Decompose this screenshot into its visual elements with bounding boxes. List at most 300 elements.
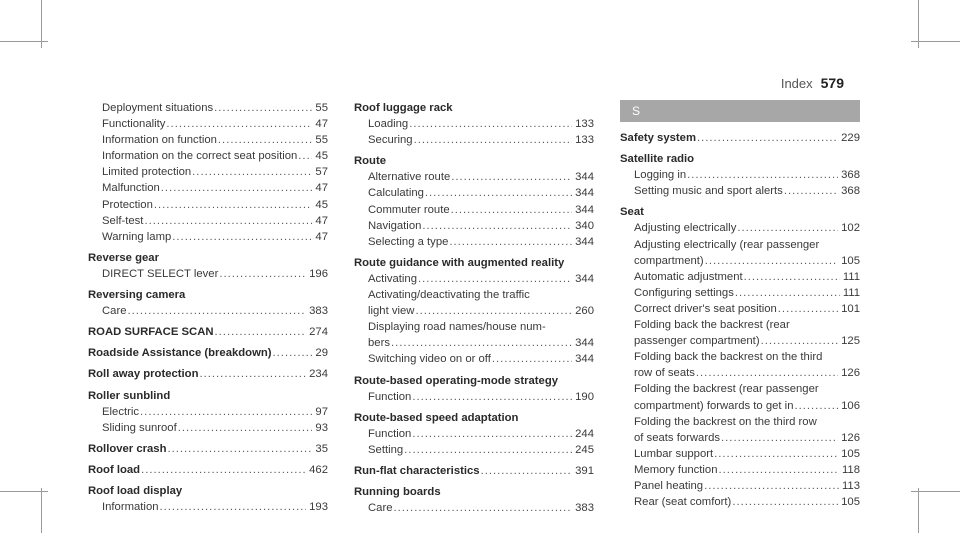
dot-leader <box>697 130 838 146</box>
entry-text: row of seats <box>634 367 695 380</box>
dot-leader <box>451 202 573 218</box>
entry-page-number: 245 <box>575 443 594 456</box>
entry-page-number: 111 <box>842 270 860 283</box>
entry-page-number: 125 <box>841 335 860 348</box>
entry-text: Reverse gear <box>88 251 159 264</box>
dot-leader <box>721 430 838 446</box>
index-subentry <box>354 389 594 405</box>
entry-page-number: 102 <box>841 222 860 235</box>
dot-leader <box>199 366 306 382</box>
entry-page-number: 190 <box>575 390 594 403</box>
dot-leader <box>192 164 312 180</box>
dot-leader <box>391 335 572 351</box>
dot-leader <box>409 116 572 132</box>
entry-row <box>88 100 328 116</box>
entry-text: Deployment situations <box>102 102 214 114</box>
entry-page-number: 196 <box>309 267 328 280</box>
entry-text: Functionality <box>102 118 166 131</box>
index-subentry <box>354 218 594 234</box>
entry-text: Roller sunblind <box>88 389 171 402</box>
entry-row <box>354 484 594 500</box>
entry-page-number: 97 <box>315 405 328 418</box>
dot-leader <box>172 229 312 245</box>
entry-row <box>354 255 594 271</box>
entry-text: of seats forwards <box>634 431 721 444</box>
dot-leader <box>404 442 572 458</box>
entry-page-number: 105 <box>841 496 860 509</box>
index-subentry <box>88 148 328 164</box>
index-subentry <box>620 478 860 494</box>
index-heading <box>88 462 328 478</box>
entry-page-number: 344 <box>575 353 594 366</box>
page-number: 579 <box>820 75 844 91</box>
dot-leader <box>696 365 838 381</box>
entry-text: light view <box>368 305 415 318</box>
dot-leader <box>154 197 313 213</box>
dot-leader <box>704 478 839 494</box>
entry-row <box>620 269 860 285</box>
entry-row <box>620 333 860 349</box>
dot-leader <box>744 269 840 285</box>
entry-page-number: 234 <box>309 368 328 381</box>
entry-page-number: 344 <box>575 272 594 285</box>
entry-row <box>354 202 594 218</box>
entry-text: ROAD SURFACE SCAN <box>88 326 214 339</box>
index-subentry <box>354 426 594 442</box>
entry-text: Navigation <box>368 219 422 232</box>
entry-row <box>620 204 860 220</box>
entry-row <box>620 365 860 381</box>
dot-leader <box>735 285 840 301</box>
entry-text-line: Adjusting electrically (rear passenger <box>634 238 820 251</box>
index-subentry <box>88 197 328 213</box>
index-subentry <box>354 319 594 351</box>
crop-mark <box>0 41 48 42</box>
entry-row <box>88 324 328 340</box>
dot-leader <box>425 185 572 201</box>
entry-text: Care <box>102 305 127 318</box>
entry-text: Safety system <box>620 132 696 144</box>
entry-text: Route-based operating-mode strategy <box>354 374 559 387</box>
entry-text: Sliding sunroof <box>102 421 177 434</box>
index-subentry <box>88 100 328 116</box>
index-subentry <box>354 116 594 132</box>
dot-leader <box>761 333 839 349</box>
index-subentry <box>354 271 594 287</box>
entry-row <box>354 271 594 287</box>
entry-page-number: 391 <box>575 464 594 477</box>
entry-text: Loading <box>368 118 409 131</box>
index-heading <box>354 463 594 479</box>
index-subentry <box>620 269 860 285</box>
index-heading <box>88 366 328 382</box>
index-subentry <box>620 317 860 349</box>
entry-text: Selecting a type <box>368 235 449 248</box>
index-subentry <box>88 229 328 245</box>
entry-row <box>620 130 860 146</box>
entry-text: Setting music and sport alerts <box>634 185 783 198</box>
section-letter-bar: S <box>620 100 860 122</box>
entry-text: Run-flat characteristics <box>354 464 480 477</box>
entry-row <box>354 410 594 426</box>
entry-row <box>354 426 594 442</box>
entry-page-number: 383 <box>575 502 594 515</box>
entry-text: Rollover crash <box>88 442 167 455</box>
index-subentry <box>354 351 594 367</box>
index-subentry <box>620 462 860 478</box>
entry-text: DIRECT SELECT lever <box>102 267 219 280</box>
entry-page-number: 260 <box>575 305 594 318</box>
entry-row <box>620 430 860 446</box>
dot-leader <box>166 116 312 132</box>
entry-row <box>620 167 860 183</box>
entry-row <box>620 285 860 301</box>
dot-leader <box>412 389 572 405</box>
dot-leader <box>449 234 572 250</box>
entry-text: Calculating <box>368 187 424 200</box>
entry-text: passenger compartment) <box>634 335 760 348</box>
index-subentry <box>88 499 328 515</box>
index-column-3 <box>620 100 860 510</box>
entry-text: Roll away protection <box>88 368 199 381</box>
dot-leader <box>687 167 838 183</box>
entry-text-line: Folding the backrest (rear passenger <box>634 383 819 396</box>
entry-page-number: 111 <box>842 286 860 299</box>
entry-row <box>620 301 860 317</box>
index-subentry <box>354 287 594 319</box>
entry-row <box>88 287 328 303</box>
entry-page-number: 344 <box>575 203 594 216</box>
entry-page-number: 57 <box>315 166 328 179</box>
entry-text: Correct driver's seat position <box>634 302 777 315</box>
dot-leader <box>128 303 307 319</box>
entry-text: Running boards <box>354 486 441 499</box>
entry-row <box>354 303 594 319</box>
crop-mark <box>918 488 919 533</box>
index-heading <box>620 151 860 167</box>
entry-row <box>354 351 594 367</box>
entry-text: Function <box>368 427 412 440</box>
entry-row <box>88 250 328 266</box>
index-subentry <box>88 420 328 436</box>
entry-row <box>88 266 328 282</box>
entry-row <box>88 499 328 515</box>
entry-page-number: 229 <box>841 132 860 144</box>
index-heading <box>620 204 860 220</box>
index-subentry <box>88 116 328 132</box>
entry-text: Switching video on or off <box>368 353 491 366</box>
index-heading <box>88 388 328 404</box>
entry-row <box>354 132 594 148</box>
entry-page-number: 344 <box>575 337 594 350</box>
entry-text: Configuring settings <box>634 286 734 299</box>
entry-page-number: 35 <box>315 442 328 455</box>
dot-leader <box>714 446 838 462</box>
dot-leader <box>214 100 312 116</box>
entry-text: Limited protection <box>102 166 192 179</box>
entry-row <box>88 303 328 319</box>
entry-page-number: 93 <box>315 421 328 434</box>
dot-leader <box>167 441 312 457</box>
dot-leader <box>492 351 572 367</box>
entry-row <box>88 116 328 132</box>
index-subentry <box>88 303 328 319</box>
index-heading <box>354 484 594 500</box>
entry-text: Activating <box>368 272 417 285</box>
entry-page-number: 29 <box>315 347 328 360</box>
entry-text: Electric <box>102 405 140 418</box>
entry-text: Setting <box>368 443 404 456</box>
index-subentry <box>88 164 328 180</box>
entry-text: Logging in <box>634 169 687 182</box>
entry-text: Commuter route <box>368 203 450 216</box>
entry-row <box>620 494 860 510</box>
entry-row <box>354 116 594 132</box>
dot-leader <box>422 218 572 234</box>
dot-leader <box>178 420 313 436</box>
entry-text: Route <box>354 155 387 168</box>
dot-leader <box>161 180 313 196</box>
entry-page-number: 126 <box>841 367 860 380</box>
entry-row <box>88 462 328 478</box>
index-subentry <box>88 132 328 148</box>
entry-page-number: 47 <box>315 214 328 227</box>
entry-text: bers <box>368 337 390 350</box>
index-label: Index <box>780 76 813 91</box>
index-subentry <box>620 285 860 301</box>
entry-page-number: 344 <box>575 171 594 184</box>
entry-text: Satellite radio <box>620 153 695 166</box>
entry-text: Panel heating <box>634 479 704 492</box>
entry-row <box>354 373 594 389</box>
entry-page-number: 244 <box>575 427 594 440</box>
entry-row <box>354 442 594 458</box>
entry-text: Seat <box>620 206 644 219</box>
index-heading <box>88 324 328 340</box>
entry-row <box>620 220 860 236</box>
entry-row <box>88 180 328 196</box>
entry-row <box>620 253 860 269</box>
index-subentry <box>354 442 594 458</box>
dot-leader <box>418 271 572 287</box>
dot-leader <box>705 253 838 269</box>
entry-row <box>620 446 860 462</box>
entry-text: Memory function <box>634 463 718 476</box>
entry-page-number: 126 <box>841 431 860 444</box>
entry-text: Roof luggage rack <box>354 102 453 114</box>
entry-row <box>354 185 594 201</box>
dot-leader <box>160 499 307 515</box>
entry-page-number: 55 <box>315 102 328 114</box>
entry-text: Self-test <box>102 214 144 227</box>
dot-leader <box>394 500 573 516</box>
entry-row <box>88 213 328 229</box>
entry-text: compartment) forwards to get in <box>634 399 794 412</box>
index-subentry <box>88 266 328 282</box>
entry-page-number: 193 <box>309 501 328 514</box>
dot-leader <box>141 462 306 478</box>
dot-leader <box>144 213 312 229</box>
index-subentry <box>620 183 860 199</box>
index-heading <box>354 100 594 116</box>
index-heading <box>88 345 328 361</box>
dot-leader <box>481 463 573 479</box>
index-subentry <box>88 404 328 420</box>
entry-row <box>88 404 328 420</box>
entry-row <box>88 366 328 382</box>
index-subentry <box>88 180 328 196</box>
index-subentry <box>354 169 594 185</box>
index-subentry <box>620 381 860 413</box>
dot-leader <box>415 303 572 319</box>
dot-leader <box>140 404 312 420</box>
crop-mark <box>0 491 48 492</box>
entry-text-line: Displaying road names/house num- <box>368 321 546 334</box>
entry-text: compartment) <box>634 254 704 267</box>
entry-row <box>354 153 594 169</box>
index-subentry <box>354 202 594 218</box>
entry-row <box>88 441 328 457</box>
entry-row <box>620 398 860 414</box>
entry-row <box>88 388 328 404</box>
entry-text: Lumbar support <box>634 447 714 460</box>
entry-page-number: 105 <box>841 447 860 460</box>
dot-leader <box>732 494 838 510</box>
crop-mark <box>41 488 42 533</box>
index-heading <box>88 287 328 303</box>
index-heading <box>354 255 594 271</box>
entry-text: Roadside Assistance (breakdown) <box>88 347 272 360</box>
entry-text: Care <box>368 502 393 515</box>
entry-text: Adjusting electrically <box>634 222 737 235</box>
entry-text: Securing <box>368 134 413 147</box>
entry-row <box>88 483 328 499</box>
entry-page-number: 47 <box>315 230 328 243</box>
index-subentry <box>620 220 860 236</box>
entry-text: Information <box>102 501 159 514</box>
entry-row <box>354 218 594 234</box>
entry-text: Malfunction <box>102 182 160 195</box>
entry-text-line: Folding the backrest on the third row <box>634 415 817 428</box>
entry-row <box>354 463 594 479</box>
entry-page-number: 344 <box>575 187 594 200</box>
crop-mark <box>911 491 960 492</box>
entry-page-number: 383 <box>309 305 328 318</box>
entry-row <box>88 148 328 164</box>
page-header <box>781 75 844 91</box>
dot-leader <box>298 148 312 164</box>
entry-row <box>88 345 328 361</box>
index-heading <box>620 130 860 146</box>
dot-leader <box>737 220 838 236</box>
entry-page-number: 133 <box>575 134 594 147</box>
entry-row <box>620 462 860 478</box>
dot-leader <box>778 301 838 317</box>
index-heading <box>88 250 328 266</box>
dot-leader <box>414 132 573 148</box>
entry-page-number: 105 <box>841 254 860 267</box>
dot-leader <box>273 345 313 361</box>
index-subentry <box>88 213 328 229</box>
index-heading <box>354 373 594 389</box>
entry-text: Information on the correct seat position <box>102 150 298 163</box>
dot-leader <box>784 183 838 199</box>
entry-page-number: 133 <box>575 118 594 131</box>
index-column-2 <box>354 100 594 516</box>
entry-page-number: 106 <box>841 399 860 412</box>
entry-text: Route-based speed adaptation <box>354 411 519 424</box>
entry-text: Alternative route <box>368 171 451 184</box>
entry-page-number: 101 <box>841 302 860 315</box>
entry-page-number: 45 <box>315 198 328 211</box>
entry-row <box>620 478 860 494</box>
entry-row <box>354 335 594 351</box>
entry-text-line: Activating/deactivating the traffic <box>368 289 530 302</box>
entry-page-number: 368 <box>841 169 860 182</box>
entry-text: Function <box>368 390 412 403</box>
entry-page-number: 462 <box>309 463 328 476</box>
entry-row <box>88 132 328 148</box>
entry-row <box>88 164 328 180</box>
index-subentry <box>620 301 860 317</box>
index-subentry <box>354 185 594 201</box>
entry-page-number: 113 <box>841 479 860 492</box>
index-heading <box>354 410 594 426</box>
entry-page-number: 118 <box>841 463 860 476</box>
entry-row <box>354 500 594 516</box>
index-subentry <box>354 132 594 148</box>
entry-page-number: 45 <box>315 150 328 163</box>
entry-page-number: 274 <box>309 326 328 339</box>
entry-text: Reversing camera <box>88 289 186 302</box>
entry-row <box>354 100 594 116</box>
index-heading <box>88 483 328 499</box>
dot-leader <box>215 324 307 340</box>
crop-mark <box>911 41 960 42</box>
entry-text-line: Folding back the backrest on the third <box>634 351 823 364</box>
index-subentry <box>620 494 860 510</box>
dot-leader <box>794 398 838 414</box>
entry-row <box>620 183 860 199</box>
entry-text: Rear (seat comfort) <box>634 496 732 509</box>
index-subentry <box>354 234 594 250</box>
entry-page-number: 47 <box>315 182 328 195</box>
index-column-3-entries <box>620 130 860 510</box>
index-heading <box>354 153 594 169</box>
dot-leader <box>219 266 306 282</box>
entry-row <box>354 169 594 185</box>
index-subentry <box>620 414 860 446</box>
entry-row <box>354 234 594 250</box>
entry-text: Roof load <box>88 463 141 476</box>
entry-page-number: 47 <box>315 118 328 131</box>
index-subentry <box>620 446 860 462</box>
index-heading <box>88 441 328 457</box>
entry-page-number: 368 <box>841 185 860 198</box>
entry-row <box>354 389 594 405</box>
entry-page-number: 344 <box>575 235 594 248</box>
dot-leader <box>451 169 572 185</box>
entry-page-number: 340 <box>575 219 594 232</box>
index-subentry <box>620 167 860 183</box>
entry-text: Protection <box>102 198 153 211</box>
entry-row <box>88 229 328 245</box>
entry-page-number: 55 <box>315 134 328 147</box>
entry-text: Route guidance with augmented reality <box>354 256 565 269</box>
index-subentry <box>620 349 860 381</box>
index-subentry <box>354 500 594 516</box>
entry-text-line: Folding back the backrest (rear <box>634 319 790 332</box>
